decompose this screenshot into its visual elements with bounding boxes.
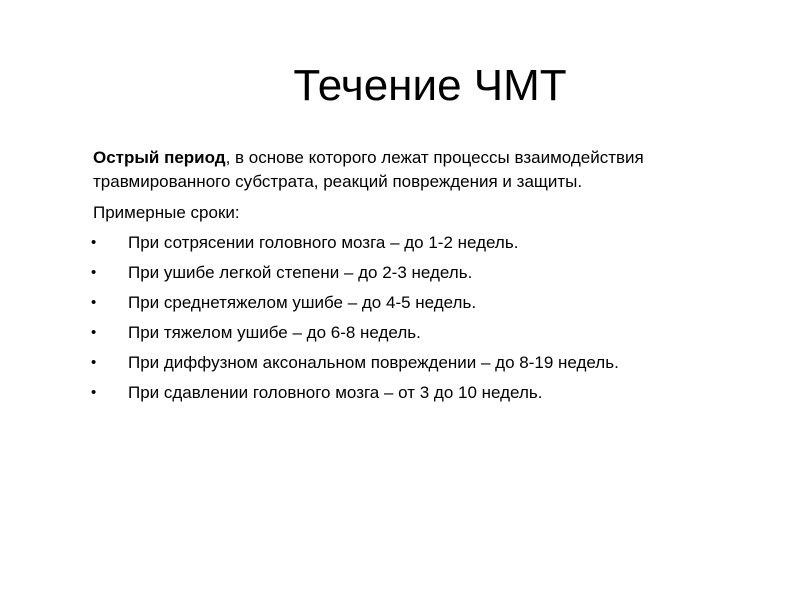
list-item xyxy=(93,231,773,255)
intro-bold-term: Острый период xyxy=(93,148,226,167)
subheading: Примерные сроки: xyxy=(93,203,240,222)
list-item xyxy=(93,261,773,285)
list-item xyxy=(93,321,773,345)
list-item xyxy=(93,351,773,375)
bullet-icon: • xyxy=(91,324,97,341)
list-item-text: При сотрясении головного мозга – до 1-2 недель. xyxy=(128,233,519,252)
bullet-icon: • xyxy=(91,294,97,311)
list-item xyxy=(93,291,773,315)
bullet-icon: • xyxy=(91,234,97,251)
list-item-text: При тяжелом ушибе – до 6-8 недель. xyxy=(128,323,421,342)
bullet-icon: • xyxy=(91,354,97,371)
intro-text: , в основе которого лежат процессы взаимодействия травмированного субстрата, реакций повреждения и защиты. xyxy=(93,148,644,191)
list-item-text: При диффузном аксональном повреждении – до 8-19 недель. xyxy=(128,353,619,372)
bullet-icon: • xyxy=(91,264,97,281)
slide-title: Течение ЧМТ xyxy=(293,61,567,110)
bullet-icon: • xyxy=(91,384,97,401)
bullet-list xyxy=(93,231,773,405)
intro-paragraph xyxy=(93,146,773,194)
list-item-text: При ушибе легкой степени – до 2-3 недель. xyxy=(128,263,473,282)
list-item xyxy=(93,381,773,405)
list-item-text: При среднетяжелом ушибе – до 4-5 недель. xyxy=(128,293,477,312)
list-item-text: При сдавлении головного мозга – от 3 до 10 недель. xyxy=(128,383,543,402)
slide-content xyxy=(93,146,773,411)
